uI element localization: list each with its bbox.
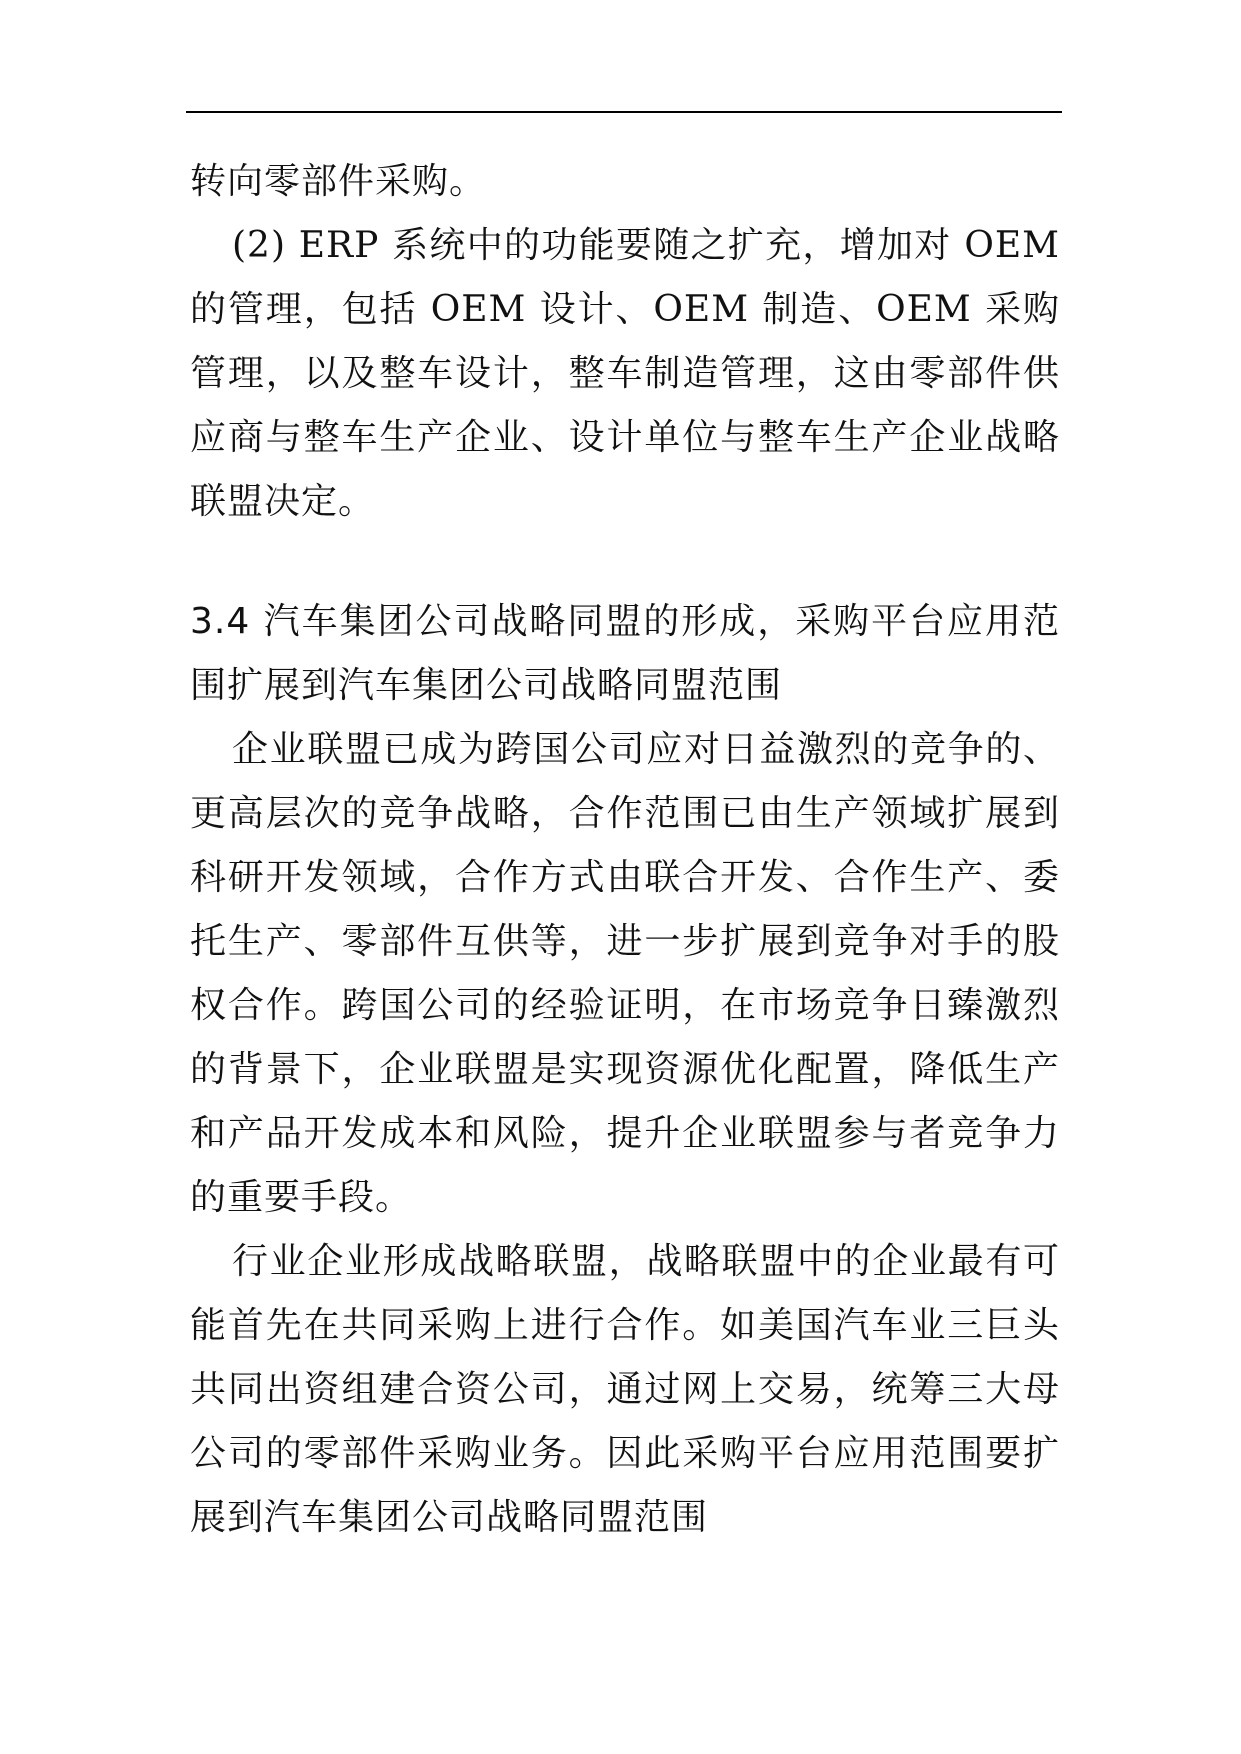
section-heading: 3.4 汽车集团公司战略同盟的形成，采购平台应用范围扩展到汽车集团公司战略同盟范围 [190, 601, 1060, 706]
paragraph-continuation: 转向零部件采购。 [190, 161, 487, 202]
page-content [190, 150, 1060, 1550]
section-spacer [190, 534, 1060, 590]
header-rule [186, 111, 1062, 113]
paragraph-joint-procurement: 行业企业形成战略联盟，战略联盟中的企业最有可能首先在共同采购上进行合作。如美国汽车业三巨头共同出资组建合资公司，通过网上交易，统筹三大母公司的零部件采购业务。因此采购平台应用范围要扩展到汽车集团公司战略同盟范围 [190, 1241, 1060, 1538]
paragraph-erp-extension: (2) ERP 系统中的功能要随之扩充，增加对 OEM 的管理，包括 OEM 设计、OEM 制造、OEM 采购管理，以及整车设计，整车制造管理，这由零部件供应商与整车生产企业、设计单位与整车生产企业战略联盟决定。 [190, 225, 1060, 522]
paragraph-enterprise-alliance: 企业联盟已成为跨国公司应对日益激烈的竞争的、更高层次的竞争战略，合作范围已由生产领域扩展到科研开发领域，合作方式由联合开发、合作生产、委托生产、零部件互供等，进一步扩展到竞争对手的股权合作。跨国公司的经验证明，在市场竞争日臻激烈的背景下，企业联盟是实现资源优化配置，降低生产和产品开发成本和风险，提升企业联盟参与者竞争力的重要手段。 [190, 729, 1060, 1218]
